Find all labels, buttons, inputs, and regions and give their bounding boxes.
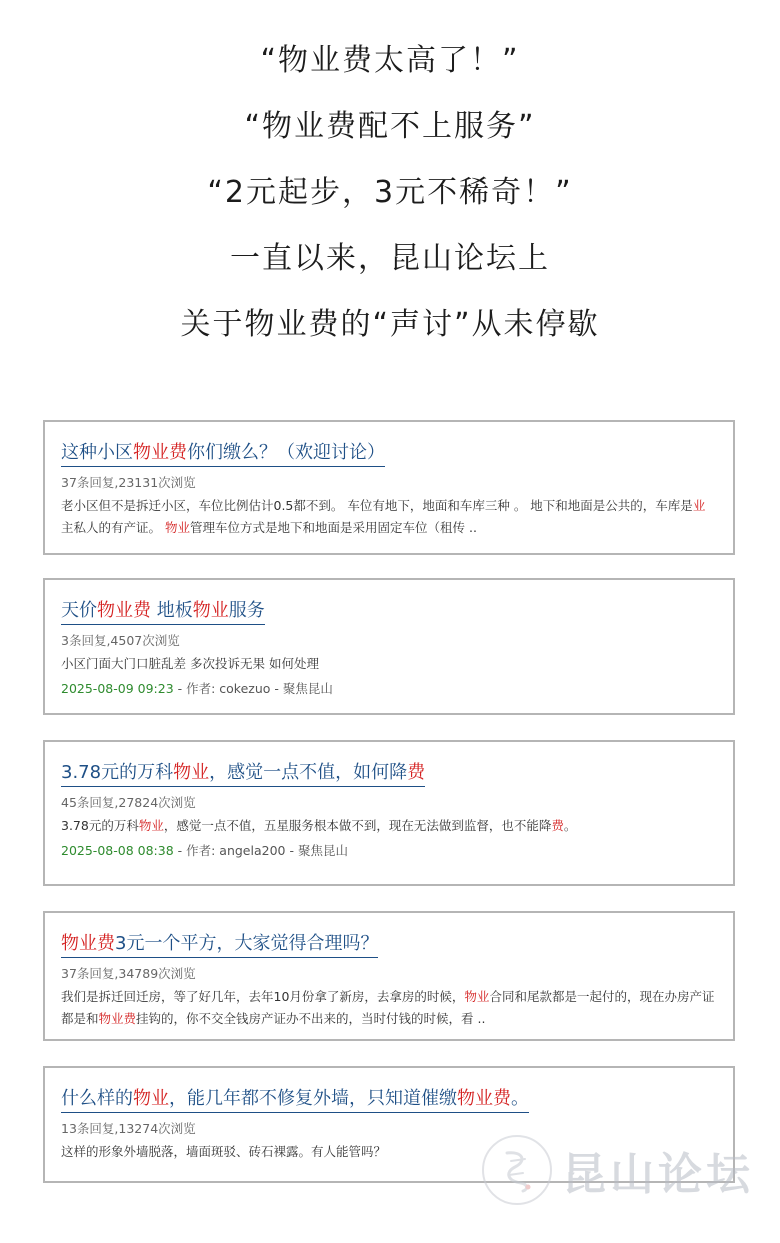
post-title-text: 服务 (228, 600, 265, 621)
excerpt-keyword: 物业费 (98, 1011, 137, 1026)
post-title-text: 什么样的 (61, 1088, 133, 1109)
post-stats: 37条回复,23131次浏览 (61, 475, 196, 490)
post-excerpt (61, 815, 717, 837)
excerpt-text: 。 (563, 818, 577, 833)
post-source (61, 679, 717, 697)
post-title-keyword: 物业费 (457, 1088, 511, 1109)
post-title-keyword: 物业费 (97, 600, 151, 621)
post-stats: 45条回复,27824次浏览 (61, 795, 196, 810)
post-title-text: ，能几年都不修复外墙，只知道催缴 (169, 1088, 457, 1109)
forum-post-card-3[interactable] (43, 740, 735, 886)
excerpt-text: 挂钩的，你不交全钱房产证办不出来的，当时付钱的时候，看 .. (136, 1011, 486, 1026)
excerpt-text: ，感觉一点不值，五星服务根本做不到，现在无法做到监督，也不能降 (163, 818, 552, 833)
post-title-text: 这种小区 (61, 442, 133, 463)
post-title-text: 3.78元的万科 (61, 762, 174, 783)
excerpt-keyword: 业 (692, 498, 706, 513)
post-title-keyword: 物业费 (61, 933, 115, 954)
post-title-keyword: 物业费 (133, 442, 187, 463)
post-title-keyword: 物业 (173, 762, 210, 783)
intro-line-4: 一直以来，昆山论坛上 (230, 241, 550, 276)
excerpt-keyword: 物业 (464, 989, 490, 1004)
excerpt-text: 3.78元的万科 (61, 818, 139, 833)
post-excerpt: 这样的形象外墙脱落，墙面斑驳、砖石裸露。有人能管吗？ (61, 1144, 387, 1159)
post-title-text: 你们缴么？（欢迎讨论） (187, 442, 385, 463)
post-author-source: - 作者: angela200 - 聚焦昆山 (173, 843, 348, 858)
post-title-text: 地板 (151, 600, 193, 621)
post-title-text: 天价 (61, 600, 97, 621)
post-title-link[interactable] (61, 440, 385, 467)
post-title-keyword: 物业 (133, 1088, 169, 1109)
excerpt-text: 管理车位方式是地下和地面是采用固定车位（租传 .. (190, 520, 477, 535)
intro-section (0, 28, 780, 358)
forum-post-card-1[interactable] (43, 420, 735, 555)
watermark-text: 昆山论坛 (562, 1149, 754, 1200)
intro-line-5: 关于物业费的“声讨”从未停歇 (180, 307, 600, 342)
post-excerpt: 小区门面大门口脏乱差 多次投诉无果 如何处理 (61, 656, 319, 671)
excerpt-text: 合同和尾款都是一起付的，现在办房产证都是和 (61, 989, 715, 1026)
post-date: 2025-08-09 09:23 (61, 681, 174, 696)
post-author-source: - 作者: cokezuo - 聚焦昆山 (173, 681, 333, 696)
intro-line-3: “2元起步，3元不稀奇！” (207, 175, 573, 210)
post-excerpt (61, 986, 717, 1030)
excerpt-text: 老小区但不是拆迁小区，车位比例估计0.5都不到。 车位有地下，地面和车库三种 。 地下和地面是公共的，车库是 (61, 498, 693, 513)
post-source (61, 841, 717, 859)
post-title-link[interactable] (61, 760, 425, 787)
post-title-keyword: 费 (407, 762, 426, 783)
intro-line-2: “物业费配不上服务” (244, 109, 536, 144)
post-title-link[interactable] (61, 931, 378, 958)
post-title-text: ，感觉一点不值，如何降 (209, 762, 408, 783)
post-date: 2025-08-08 08:38 (61, 843, 174, 858)
post-stats: 13条回复,13274次浏览 (61, 1121, 196, 1136)
post-title-text: 。 (511, 1088, 529, 1109)
forum-post-card-4[interactable] (43, 911, 735, 1041)
excerpt-text: 主私人的有产证。 (61, 520, 165, 535)
site-watermark (482, 1130, 772, 1210)
post-title-text: 3元一个平方，大家觉得合理吗？ (115, 933, 379, 954)
forum-post-card-2[interactable] (43, 578, 735, 715)
post-title-keyword: 物业 (192, 600, 229, 621)
excerpt-keyword: 物业 (138, 818, 164, 833)
post-stats: 37条回复,34789次浏览 (61, 966, 196, 981)
excerpt-keyword: 物业 (164, 520, 190, 535)
post-stats: 3条回复,4507次浏览 (61, 633, 180, 648)
post-title-link[interactable] (61, 598, 265, 625)
seal-logo-icon (482, 1135, 552, 1205)
intro-line-1: “物业费太高了！” (260, 43, 520, 78)
post-title-link[interactable] (61, 1086, 529, 1113)
excerpt-keyword: 费 (551, 818, 564, 833)
excerpt-text: 我们是拆迁回迁房，等了好几年，去年10月份拿了新房，去拿房的时候， (61, 989, 465, 1004)
post-excerpt (61, 495, 717, 539)
